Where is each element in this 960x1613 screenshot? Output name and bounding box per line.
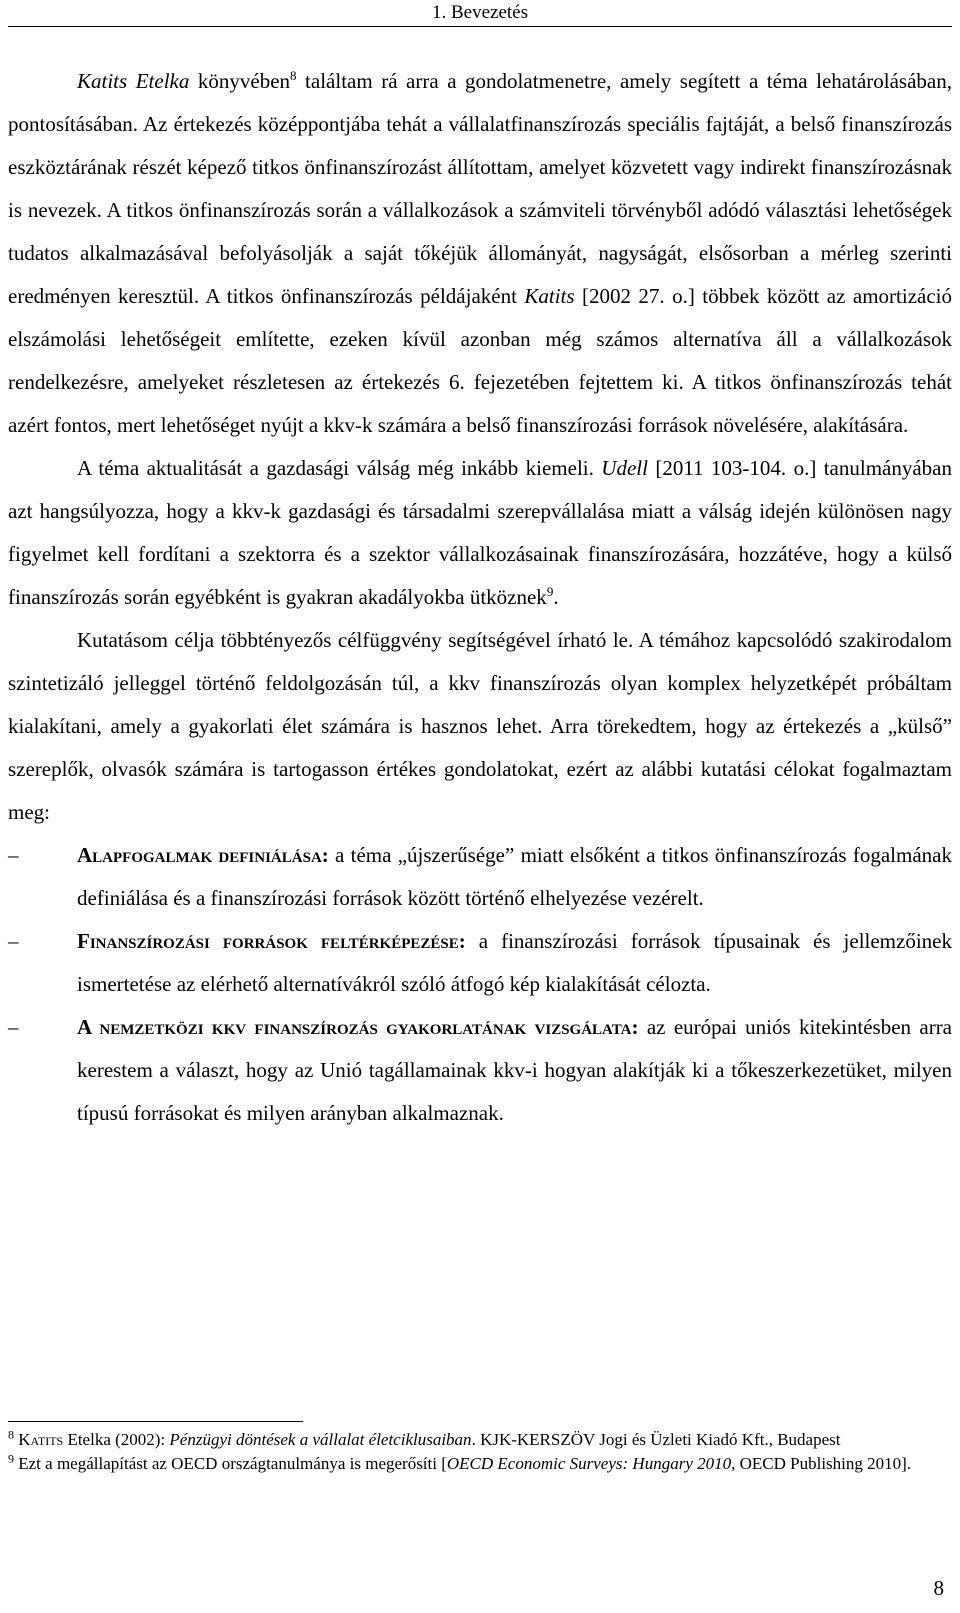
header-rule (8, 26, 952, 27)
paragraph-text: könyvében (189, 69, 291, 93)
footnote-author: Katits (18, 1430, 64, 1449)
author-name: Katits Etelka (77, 69, 190, 93)
list-item (8, 920, 952, 1006)
footnote-ref-9[interactable]: 9 (546, 584, 554, 599)
paragraph-text: [2011 103-104. o.] tanulmányában azt hangsúlyozza, hogy a kkv-k gazdasági és társadalmi szerepvállalása miatt a válság idején különösen nagy figyelmet kell fordítani a szektorra és a szektor vállalkozásainak finanszírozására, hozzátéve, hogy a külső finanszírozás során egyébként is gyakran akadályokba ütköznek (8, 456, 952, 609)
list-dash: – (8, 843, 19, 867)
footnote-number: 8 (8, 1427, 14, 1442)
list-dash: – (8, 929, 19, 953)
paragraph-text: . (553, 585, 559, 609)
citation-author: Udell (601, 456, 648, 480)
footnotes (8, 1428, 952, 1476)
goal-text: a téma „újszerűsége” miatt elsőként a titkos önfinanszírozás fogalmának definiálása és a finanszírozási források között történő elhelyezése vezérelt. (77, 843, 952, 910)
paragraph-3: Kutatásom célja többtényezős célfüggvény segítségével írható le. A témához kapcsolódó szakirodalom szintetizáló jelleggel történő feldolgozásán túl, a kkv finanszírozás olyan komplex helyzetképét próbáltam kialakítani, amely a gyakorlati élet számára is hasznos lehet. Arra törekedtem, hogy az értekezés a „külső” szereplők, olvasók számára is tartogasson értékes gondolatokat, ezért az alábbi kutatási célokat fogalmaztam meg: (8, 628, 952, 824)
list-item (8, 834, 952, 920)
paragraph-1 (8, 60, 952, 447)
paragraph-text: A téma aktualitását a gazdasági válság még inkább kiemeli. (77, 456, 602, 480)
list-item (8, 1006, 952, 1135)
list-dash: – (8, 1015, 19, 1039)
footnote-9 (8, 1452, 952, 1476)
paragraph-text: találtam rá arra a gondolatmenetre, amely segített a téma lehatárolásában, pontosításában. Az értekezés középpontjába tehát a vállalatfinanszírozás speciális fajtáját, a belső finanszírozás eszköztárának részét képező titkos önfinanszírozást állítottam, amelyet közvetett vagy indirekt finanszírozásnak is nevezek. A titkos önfinanszírozás során a vállalkozások a számviteli törvényből adódó választási lehetőségek tudatos alkalmazásával befolyásolják a saját tőkéjük állományát, nagyságát, elsősorban a mérleg szerinti eredményen keresztül. A titkos önfinanszírozás példájaként (8, 69, 952, 308)
footnote-text: , OECD Publishing 2010]. (731, 1454, 912, 1473)
goal-title: A nemzetközi kkv finanszírozás gyakorlatának vizsgálata: (77, 1015, 639, 1039)
footnote-title: Pénzügyi döntések a vállalat életciklusaiban (169, 1430, 472, 1449)
footnote-rule (8, 1421, 303, 1422)
footnote-number: 9 (8, 1451, 14, 1466)
goal-title: Alapfogalmak definiálása: (77, 843, 329, 867)
citation-author: Katits (524, 284, 575, 308)
footnote-8 (8, 1428, 952, 1452)
body-text (8, 60, 952, 1135)
footnote-title: OECD Economic Surveys: Hungary 2010 (446, 1454, 732, 1473)
footnote-text: Etelka (2002): (63, 1430, 170, 1449)
paragraph-2 (8, 447, 952, 619)
research-goals-list (8, 834, 952, 1135)
goal-title: Finanszírozási források feltérképezése: (77, 929, 466, 953)
footnote-text: . KJK-KERSZÖV Jogi és Üzleti Kiadó Kft., Budapest (471, 1430, 841, 1449)
goal-text: az európai uniós kitekintésben arra kerestem a választ, hogy az Unió tagállamainak kkv-i hogyan alakítják ki a tőkeszerkezetüket, milyen típusú forrásokat és milyen arányban alkalmaznak. (77, 1015, 953, 1125)
running-header: 1. Bevezetés (431, 2, 528, 23)
paragraph-text: [2002 27. o.] többek között az amortizáció elszámolási lehetőségeit említette, ezeken kívül azonban még számos alternatíva áll a vállalkozások rendelkezésre, amelyeket részletesen az értekezés 6. fejezetében fejtettem ki. A titkos önfinanszírozás tehát azért fontos, mert lehetőséget nyújt a kkv-k számára a belső finanszírozási források növelésére, alakítására. (8, 284, 952, 437)
page-number: 8 (933, 1576, 944, 1600)
goal-text: a finanszírozási források típusainak és jellemzőinek ismertetése az elérhető alternatívákról szóló átfogó kép kialakítását célozta. (77, 929, 952, 996)
footnote-text: Ezt a megállapítást az OECD országtanulmánya is megerősíti [ (14, 1454, 447, 1473)
footnote-ref-8[interactable]: 8 (290, 68, 297, 83)
